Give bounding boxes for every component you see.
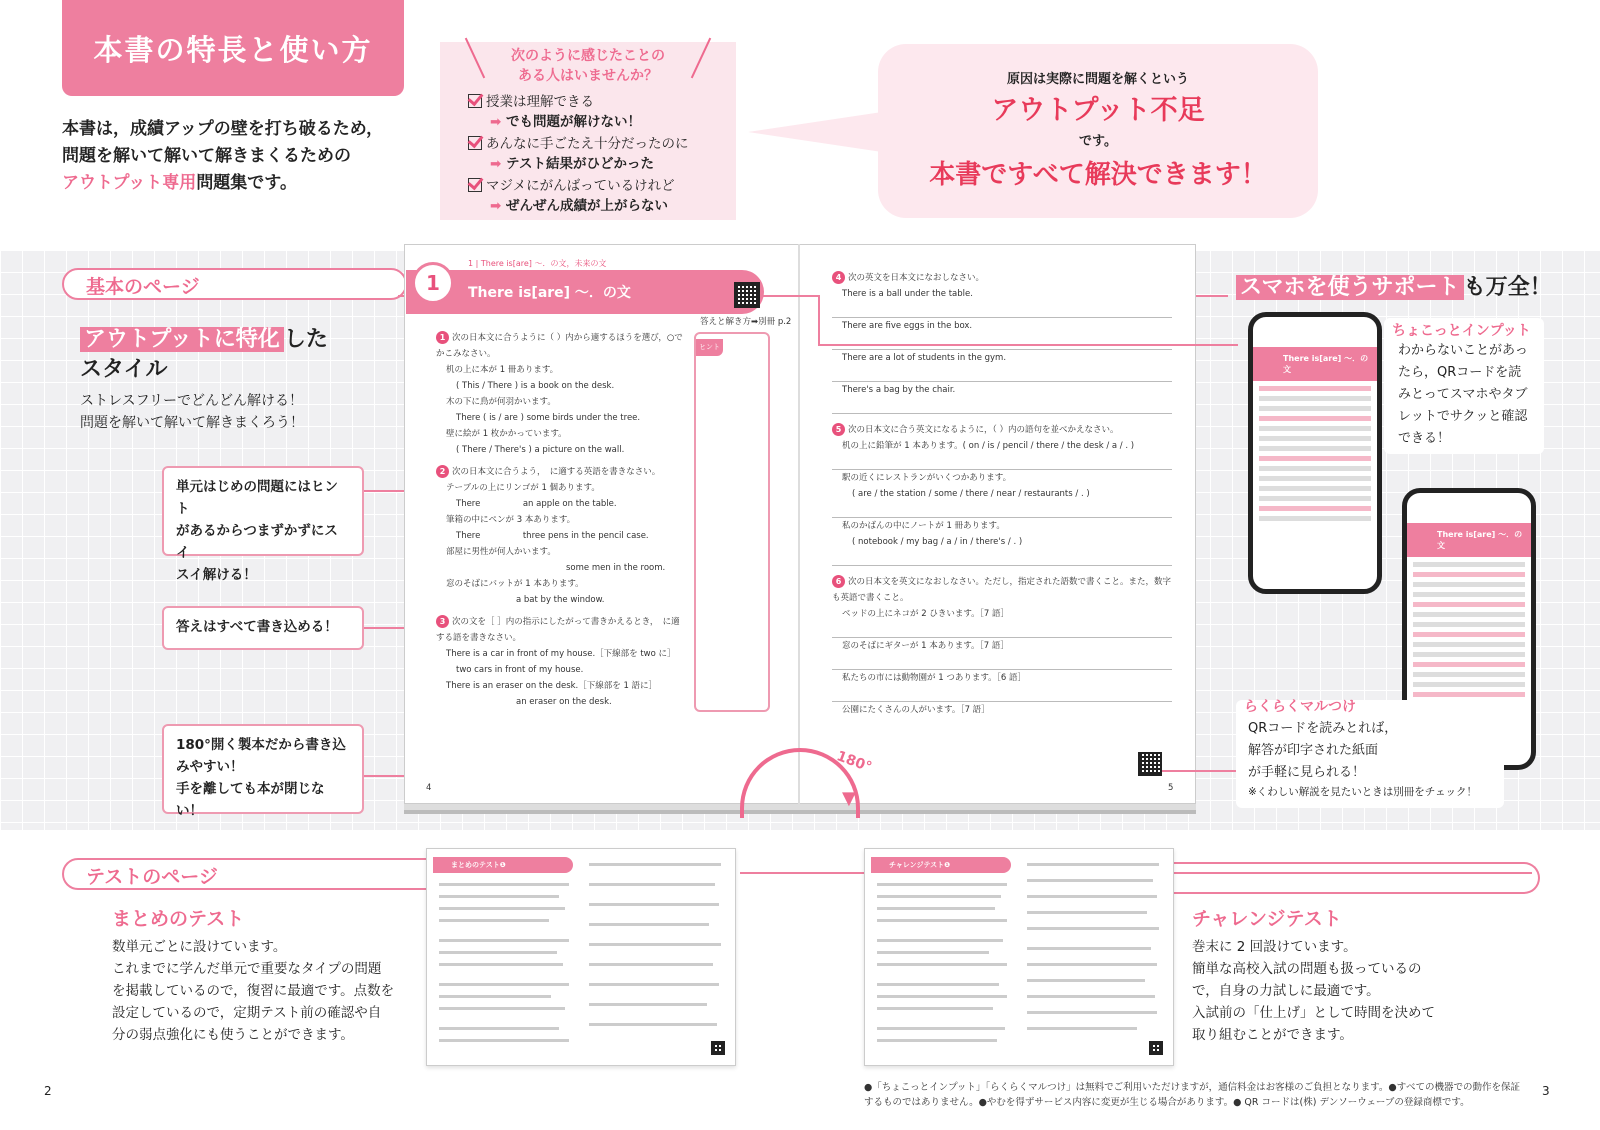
- worry-box: [440, 42, 736, 220]
- checkbox-icon: [468, 178, 482, 192]
- bubble-tail: [748, 112, 882, 152]
- qr-code-icon: [1149, 1041, 1163, 1055]
- page-number-right: 3: [1542, 1084, 1550, 1098]
- input-feature-desc: わからないことがあっ たら，QRコードを読 みとってスマホやタブ レットでサクッと確認 できる！: [1398, 343, 1528, 446]
- smartphone-heading: スマホを使うサポート も万全！: [1236, 270, 1552, 301]
- callout-write-in: 答えはすべて書き込める！: [162, 606, 364, 650]
- qr-code-icon[interactable]: [734, 282, 760, 308]
- challenge-test-thumbnail: チャレンジテスト❶: [864, 848, 1174, 1066]
- qr-code-icon[interactable]: [1138, 752, 1162, 776]
- challenge-test-heading: チャレンジテスト: [1192, 908, 1342, 930]
- unit-number: 1: [412, 262, 454, 304]
- callout-binding: 180°開く製本だから書き込 みやすい！ 手を離しても本が閉じない！: [162, 724, 364, 814]
- speech-bubble: 原因は実際に問題を解くという アウトプット不足 です。 本書ですべて解決できます！: [878, 44, 1318, 218]
- checkbox-icon: [468, 136, 482, 150]
- footnote: ●「ちょこっとインプット」「らくらくマルつけ」は無料でご利用いただけますが，通信料金はお客様のご負担となります。●すべての機器での動作を保証するものではありません。●やむを得ずサービス内容に変更が生じる場合があります。● QR コードは(株) デンソーウェーブの登録商標です。: [864, 1082, 1521, 1108]
- feature-tag-input: ちょこっとインプット: [1392, 323, 1531, 339]
- answer-feature-note: ※くわしい解説を見たいときは別冊をチェック！: [1248, 786, 1477, 798]
- intro-text: 本書は，成績アップの壁を打ち破るため， 問題を解いて解いて解きまくるための アウトプット専用問題集です。: [62, 119, 384, 193]
- hint-label: ヒント: [696, 339, 723, 356]
- basic-section-label: 基本のページ: [62, 268, 407, 300]
- worry-item: あんなに手ごたえ十分だったのに ➡ テスト結果がひどかった: [468, 134, 689, 174]
- arrow-down-icon: ▼: [842, 788, 856, 809]
- smartphone-mockup: [1248, 312, 1382, 594]
- answer-reference: 答えと解き方➡別冊 p.2: [700, 317, 792, 327]
- right-page-questions: 4 次の英文を日本文になおしなさい。 There is a ball under the table. There are five eggs in the box. There are a lot of students in the gym. There's a bag by the chair. 5 次の日本文に合う英文になるように，（ ）内の語句を並べかえなさい。 机の上に鉛筆が 1 本あります。( on / is / pencil / there / the desk / a / . ) 駅の近くにレストランがいくつかあります。 ( are / the station / some / there / near / restaurants / . ) 私のかばんの中にノートが 1 冊あります。 ( notebook / my bag / a / in / there's / . ) 6 次の日本文を英文になおしなさい。ただし，指定された語数で書くこと。また，数字も英語で書くこと。 ベッドの上にネコが 2 ひきいます。［7 語］ 窓のそばにギターが 1 本あります。［7 語］ 私たちの市には動物園が 1 つあります。［6 語］ 公園にたくさんの人がいます。［7 語］: [832, 273, 1172, 715]
- connector-line: [1162, 770, 1238, 772]
- qr-code-icon: [711, 1041, 725, 1055]
- book-page-number: 5: [1168, 783, 1174, 793]
- callout-hint: 単元はじめの問題にはヒント があるからつまずかずにスイ スイ解ける！: [162, 466, 364, 556]
- page-title: 本書の特長と使い方: [62, 0, 404, 96]
- hint-column: [694, 332, 770, 712]
- test-section-label: テストのページ: [62, 858, 442, 890]
- worry-item: 授業は理解できる ➡ でも問題が解けない！: [468, 92, 641, 132]
- intro-highlight: アウトプット専用: [62, 173, 197, 193]
- summary-test-heading: まとめのテスト: [112, 908, 245, 930]
- test-section-frame: [1160, 862, 1540, 894]
- book-breadcrumb: 1 | There is[are] ～．の文，未来の文: [468, 259, 607, 268]
- connector-line: [818, 295, 820, 345]
- worry-item: マジメにがんばっているけれど ➡ ぜんぜん成績が上がらない: [468, 176, 675, 216]
- summary-test-desc: 数単元ごとに設けています。 これまでに学んだ単元で重要なタイプの問題 を掲載しているので，復習に最適です。点数を 設定しているので，定期テスト前の確認や自 分の弱点強化にも使うことができます。: [112, 939, 395, 1043]
- unit-title: There is[are] ～．の文: [468, 285, 631, 301]
- answer-feature-desc: QRコードを読みとれば， 解答が印字された紙面 が手軽に見られる！: [1248, 721, 1398, 780]
- page-number-left: 2: [44, 1084, 52, 1098]
- style-heading: アウトプットに特化 した スタイル: [80, 327, 328, 382]
- book-fold: [798, 244, 800, 804]
- worry-heading: 次のように感じたことの ある人はいませんか？: [440, 42, 736, 86]
- connector-line: [760, 295, 818, 297]
- book-page-number: 4: [426, 783, 432, 793]
- challenge-test-desc: 巻末に 2 回設けています。 簡単な高校入試の問題も扱っているの で，自身の力試しに最適です。 入試前の「仕上げ」として時間を決めて 取り組むことができます。: [1192, 939, 1435, 1043]
- left-page-questions: 1 次の日本文に合うように（ ）内から適するほうを選び，○でかこみなさい。 机の上に本が 1 冊あります。 ( This / There ) is a book on the desk. 木の下に鳥が何羽かいます。 There ( is / are ) some birds under the tree. 壁に絵が 1 枚かかっています。 ( There / There's ) a picture on the wall. 2 次の日本文に合うよう， に適する英語を書きなさい。 テーブルの上にリンゴが 1 個あります。 There an apple on the table. 筆箱の中にペンが 3 本あります。 There three pens in the pencil case. 部屋に男性が何人かいます。 some men in the room. 窓のそばにバットが 1 本あります。 a bat by the window. 3 次の文を［ ］内の指示にしたがって書きかえるとき， に適する語を書きなさい。 There is a car in front of my house.［下線部を two に］ two cars in front of my house. There is an eraser on the desk.［下線部を 1 語に］ an eraser on the desk.: [436, 333, 683, 707]
- phone-header: There is[are] ～．の文: [1253, 347, 1377, 381]
- style-description: ストレスフリーでどんどん解ける！ 問題を解いて解いて解きまくろう！: [80, 393, 304, 431]
- angle-label: 180°: [834, 748, 874, 776]
- checkbox-icon: [468, 94, 482, 108]
- summary-test-thumbnail: まとめのテスト❶: [426, 848, 736, 1066]
- feature-tag-answer: らくらくマルつけ: [1244, 699, 1356, 715]
- phone-header: There is[are] ～．の文: [1407, 523, 1531, 557]
